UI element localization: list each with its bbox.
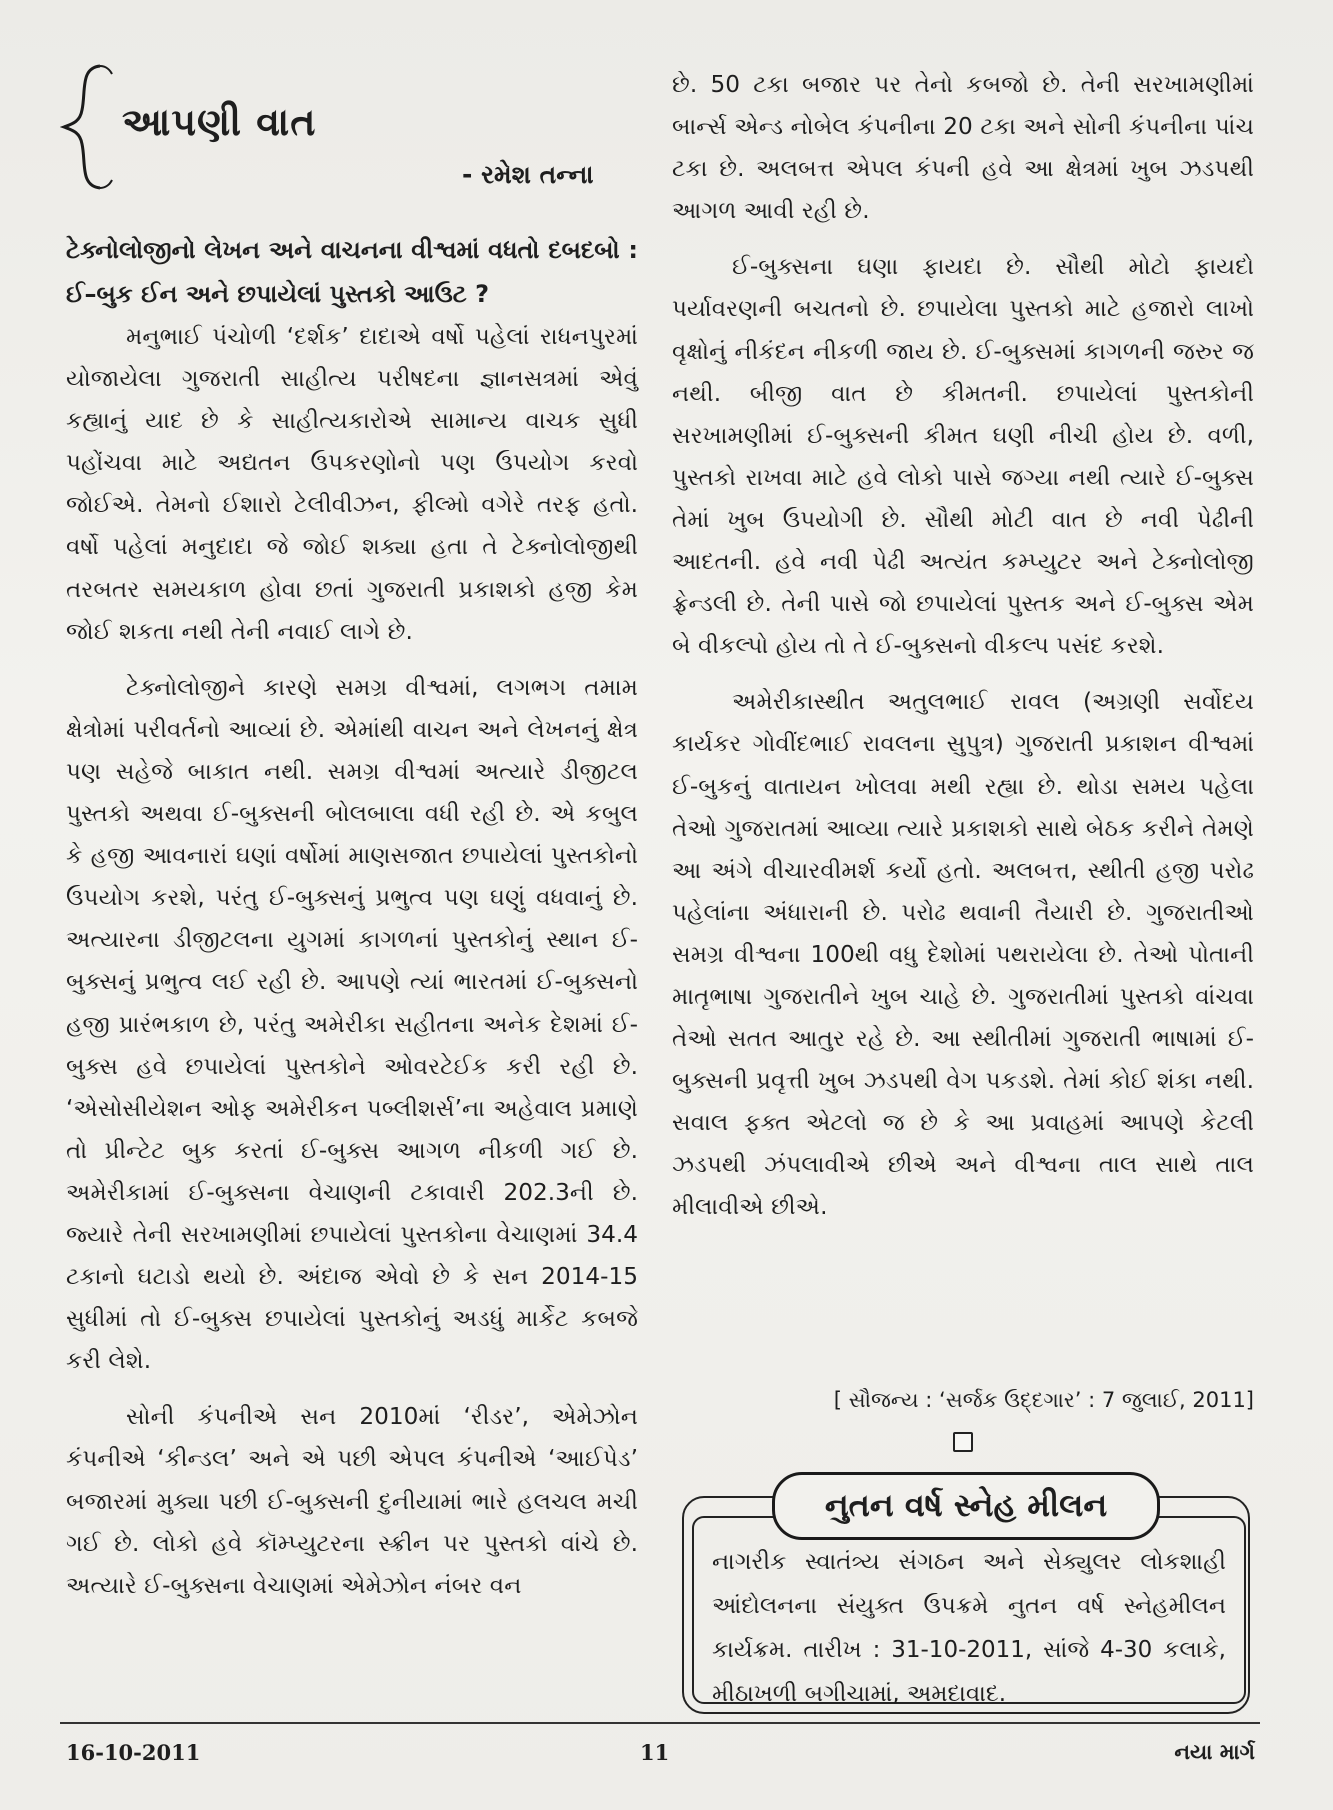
article-paragraph: છે. 50 ટકા બજાર પર તેનો કબજો છે. તેની સરખામણીમાં બાર્ન્સ એન્ડ નોબેલ કંપનીના 20 ટકા અને સોની કંપનીના પાંચ ટકા છે. અલબત્ત એપલ કંપની હવે આ ક્ષેત્રમાં ખુબ ઝડપથી આગળ આવી રહી છે. xyxy=(672,71,1254,225)
notice-title: નુતન વર્ષ સ્નેહ મીલન xyxy=(772,1472,1160,1540)
curly-brace-ornament xyxy=(60,62,120,192)
article-paragraph: અમેરીકાસ્થીત અતુલભાઈ રાવલ (અગ્રણી સર્વોદય કાર્યકર ગોવીંદભાઈ રાવલના સુપુત્ર) ગુજરાતી પ્રકાશન વીશ્વમાં ઈ-બુકનું વાતાયન ખોલવા મથી રહ્યા છે. થોડા સમય પહેલા તેઓ ગુજરાતમાં આવ્યા ત્યારે પ્રકાશકો સાથે બેઠક કરીને તેમણે આ અંગે વીચારવીમર્શ કર્યો હતો. અલબત્ત, સ્થીતી હજી પરોઢ પહેલાંના અંધારાની છે. પરોઢ થવાની તૈયારી છે. ગુજરાતીઓ સમગ્ર વીશ્વના 100થી વધુ દેશોમાં પથરાયેલા છે. તેઓ પોતાની માતૃભાષા ગુજરાતીને ખુબ ચાહે છે. ગુજરાતીમાં પુસ્તકો વાંચવા તેઓ સતત આતુર રહે છે. આ સ્થીતીમાં ગુજરાતી ભાષામાં ઈ-બુક્સની પ્રવૃત્તી ખુબ ઝડપથી વેગ પકડશે. તેમાં કોઈ શંકા નથી. સવાલ ફક્ત એટલો જ છે કે આ પ્રવાહમાં આપણે કેટલી ઝડપથી ઝંપલાવીએ છીએ અને વીશ્વના તાલ સાથે તાલ મીલાવીએ છીએ. xyxy=(672,688,1254,1221)
magazine-name: નયા માર્ગ xyxy=(1174,1740,1255,1764)
page-number: 11 xyxy=(640,1740,670,1765)
article-paragraph: મનુભાઈ પંચોળી ‘દર્શક’ દાદાએ વર્ષો પહેલાં રાધનપુરમાં યોજાયેલા ગુજરાતી સાહીત્ય પરીષદના જ્ઞાનસત્રમાં એવું કહ્યાનું યાદ છે કે સાહીત્યકારોએ સામાન્ય વાચક સુધી પહોંચવા માટે અદ્યતન ઉપકરણોનો પણ ઉપયોગ કરવો જોઈએ. તેમનો ઈશારો ટેલીવીઝન, ફીલ્મો વગેરે તરફ હતો. વર્ષો પહેલાં મનુદાદા જે જોઈ શક્યા હતા તે ટેક્નોલોજીથી તરબતર સમયકાળ હોવા છતાં ગુજરાતી પ્રકાશકો હજી કેમ જોઈ શકતા નથી તેની નવાઈ લાગે છે. xyxy=(66,323,638,645)
author-byline: - રમેશ તન્ના xyxy=(462,160,594,189)
article-paragraph: ટેક્નોલોજીને કારણે સમગ્ર વીશ્વમાં, લગભગ તમામ ક્ષેત્રોમાં પરીવર્તનો આવ્યાં છે. એમાંથી વાચન અને લેખનનું ક્ષેત્ર પણ સહેજે બાકાત નથી. સમગ્ર વીશ્વમાં અત્યારે ડીજીટલ પુસ્તકો અથવા ઈ-બુક્સની બોલબાલા વધી રહી છે. એ કબુલ કે હજી આવનારાં ઘણાં વર્ષોમાં માણસજાત છપાયેલાં પુસ્તકોનો ઉપયોગ કરશે, પરંતુ ઈ-બુક્સનું પ્રભુત્વ પણ ઘણું વધવાનું છે. અત્યારના ડીજીટલના યુગમાં કાગળનાં પુસ્તકોનું સ્થાન ઈ-બુક્સનું પ્રભુત્વ લઈ રહી છે. આપણે ત્યાં ભારતમાં ઈ-બુક્સનો હજી પ્રારંભકાળ છે, પરંતુ અમેરીકા સહીતના અનેક દેશમાં ઈ-બુક્સ હવે છપાયેલાં પુસ્તકોને ઓવરટેઈક કરી રહી છે. ‘એસોસીયેશન ઓફ અમેરીકન પબ્લીશર્સ’ના અહેવાલ પ્રમાણે તો પ્રીન્ટેટ બુક કરતાં ઈ-બુક્સ આગળ નીકળી ગઈ છે. અમેરીકામાં ઈ-બુક્સના વેચાણની ટકાવારી 202.3ની છે. જ્યારે તેની સરખામણીમાં છપાયેલાં પુસ્તકોના વેચાણમાં 34.4 ટકાનો ઘટાડો થયો છે. અંદાજ એવો છે કે સન 2014-15 સુધીમાં તો ઈ-બુક્સ છપાયેલાં પુસ્તકોનું અડધું માર્કેટ કબજે કરી લેશે. xyxy=(66,673,638,1375)
column-title: આપણી વાત xyxy=(122,100,317,144)
article-left-column xyxy=(66,228,638,1607)
article-headline: ટેક્નોલોજીનો લેખન અને વાચનના વીશ્વમાં વધતો દબદબો : ઈ–બુક ઈન અને છપાયેલાં પુસ્તકો આઉટ ? xyxy=(66,236,638,308)
end-of-article-box-icon xyxy=(953,1432,973,1452)
article-right-column xyxy=(672,64,1254,1229)
footer-divider xyxy=(60,1722,1260,1724)
article-paragraph: સોની કંપનીએ સન 2010માં ‘રીડર’, એમેઝોન કંપનીએ ‘કીન્ડલ’ અને એ પછી એપલ કંપનીએ ‘આઈપેડ’ બજારમાં મુક્યા પછી ઈ-બુક્સની દુનીયામાં ભારે હલચલ મચી ગઈ છે. લોકો હવે કૉમ્પ્યુટરના સ્ક્રીન પર પુસ્તકો વાંચે છે. અત્યારે ઈ-બુક્સના વેચાણમાં એમેઝોન નંબર વન xyxy=(66,1403,638,1599)
courtesy-credit: [ સૌજન્ય : ‘સર્જક ઉદ્દગાર’ : 7 જુલાઈ, 2011] xyxy=(833,1388,1254,1412)
footer-date: 16-10-2011 xyxy=(66,1740,201,1765)
article-paragraph: ઈ-બુક્સના ઘણા ફાયદા છે. સૌથી મોટો ફાયદો પર્યાવરણની બચતનો છે. છપાયેલા પુસ્તકો માટે હજારો લાખો વૃક્ષોનું નીકંદન નીકળી જાય છે. ઈ-બુક્સમાં કાગળની જરુર જ નથી. બીજી વાત છે કીમતની. છપાયેલાં પુસ્તકોની સરખામણીમાં ઈ-બુક્સની કીમત ઘણી નીચી હોય છે. વળી, પુસ્તકો રાખવા માટે હવે લોકો પાસે જગ્યા નથી ત્યારે ઈ-બુક્સ તેમાં ખુબ ઉપયોગી છે. સૌથી મોટી વાત છે નવી પેઢીની આદતની. હવે નવી પેઢી અત્યંત કમ્પ્યુટર અને ટેક્નોલોજી ફ્રેન્ડલી છે. તેની પાસે જો છપાયેલાં પુસ્તક અને ઈ-બુક્સ એમ બે વીકલ્પો હોય તો તે ઈ-બુક્સનો વીકલ્પ પસંદ કરશે. xyxy=(672,253,1254,660)
notice-body: નાગરીક સ્વાતંત્ર્ય સંગઠન અને સેક્યુલર લોકશાહી આંદોલનના સંયુક્ત ઉપક્રમે નુતન વર્ષ સ્નેહમીલન કાર્યક્રમ. તારીખ : 31-10-2011, સાંજે 4-30 કલાકે, મીઠાખળી બગીચામાં, અમદાવાદ. xyxy=(712,1549,1226,1707)
